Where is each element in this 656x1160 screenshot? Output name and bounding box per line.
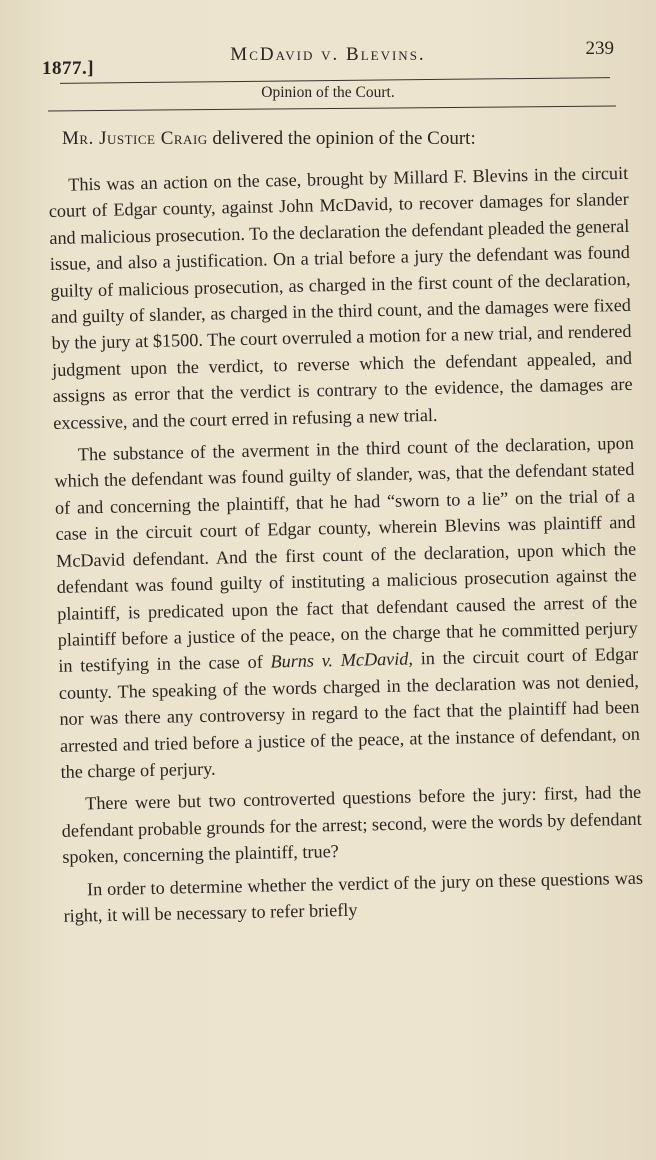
paragraph-2-text: The substance of the averment in the third count of the declaration, upon which the defendant was found guilty of slander, was, that the defendant stated of and concerning the plaintiff, that he had “sworn to a lie” on the trial of a case in the circuit court of Edgar county, wherein Blevins was plaintiff and McDavid defendant. And the first count of the declaration, upon which the defendant was found guilty of instituting a malicious prosecution against the plaintiff, is predicated upon the fact that defendant caused the arrest of the plaintiff before a justice of the peace, on the charge that he committed perjury in testifying in the case of [54,432,638,677]
paragraph-1: This was an action on the case, brought by Millard F. Blevins in the circuit court of Edgar county, against John McDavid, to recover damages for slander and malicious prosecution. To the declaration the defendant pleaded the general issue, and also a justification. On a trial before a jury the defendant was found guilty of malicious prosecution, as charged in the first count of the declaration, and guilty of slander, as charged in the third count, and the damages were fixed by the jury at $1500. The court overruled a motion for a new trial, and rendered judgment upon the verdict, to reverse which the defendant appealed, and assigns as error that the verdict is contrary to the evidence, the damages are excessive, and the court erred in refusing a new trial. [48,162,633,433]
top-rule [60,77,610,84]
paragraph-2-tail: in the circuit court of Edgar county. The speaking of the words charged in the declaration was not denied, nor was there any controversy in regard to the fact that the plaintiff had been arrested and tried before a justice of the peace, at the instance of defendant, on the charge of perjury. [58,644,641,782]
paragraph-3: There were but two controverted questions before the jury: first, had the defendant probable grounds for the arrest; second, were the words by defendant spoken, concerning the plaintiff, true? [61,782,642,868]
bottom-rule [48,106,616,112]
paragraph-4: In order to determine whether the verdict of the jury on these questions was right, it will be necessary to refer briefly [63,867,644,926]
opinion-body [48,160,644,935]
section-heading: Opinion of the Court. [261,84,395,101]
opinion-intro [62,126,620,152]
running-head [36,38,620,78]
justice-name: Mr. Justice Craig [62,128,208,149]
case-title: McDavid v. Blevins. [230,44,426,65]
intro-rest: delivered the opinion of the Court: [207,128,476,149]
case-citation: Burns v. McDavid, [270,648,414,672]
paragraph-2 [54,430,641,785]
page-number: 239 [585,38,614,59]
year-label: 1877.] [42,58,95,79]
